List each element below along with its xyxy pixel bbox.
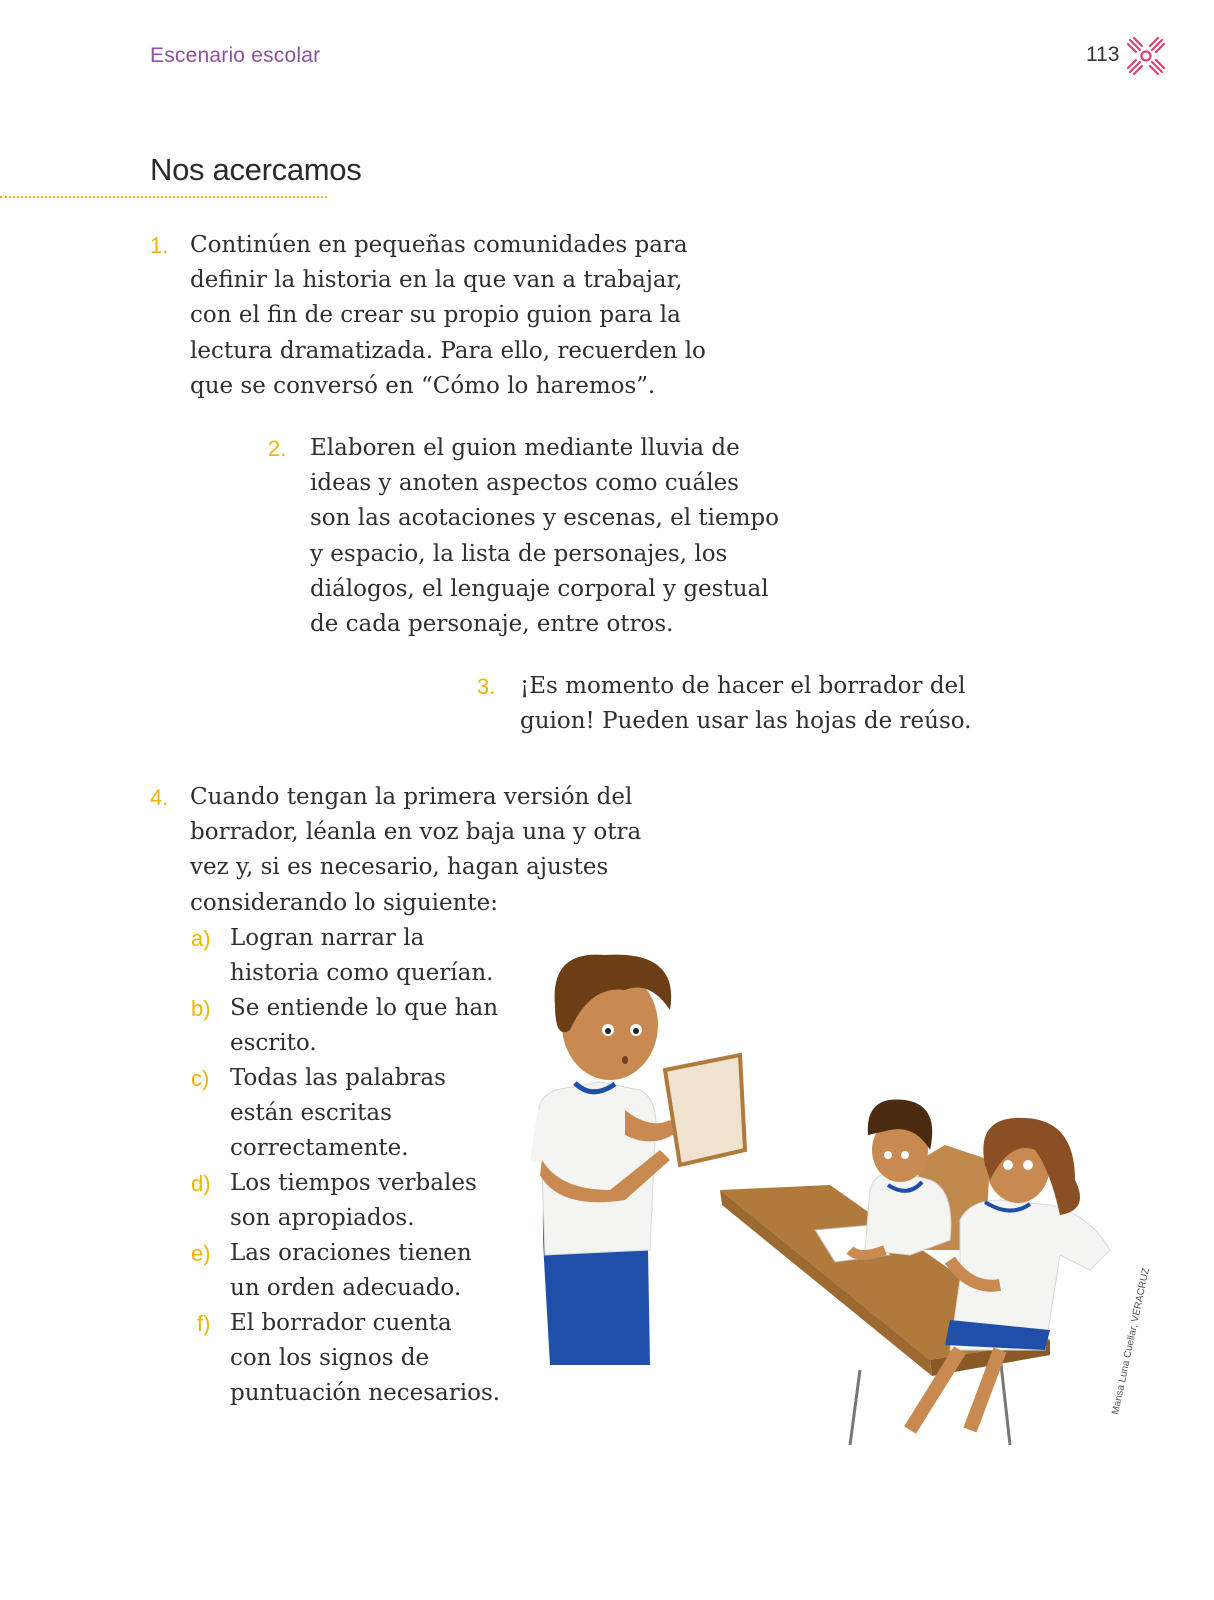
text-line: diálogos, el lenguaje corporal y gestual: [310, 575, 769, 602]
item-text: [190, 780, 641, 921]
subitem-text: [230, 1236, 472, 1306]
text-line: ¡Es momento de hacer el borrador del: [520, 673, 966, 699]
students-illustration: [530, 950, 1153, 1450]
x-star-logo-icon: [1126, 36, 1166, 76]
text-line: con los signos de: [230, 1345, 430, 1372]
text-line: ideas y anoten aspectos como cuáles: [310, 470, 739, 497]
text-line: Continúen en pequeñas comunidades para: [190, 232, 688, 258]
item-number: 1.: [150, 233, 169, 258]
subitem-letter: e): [191, 1241, 211, 1266]
text-line: son apropiados.: [230, 1205, 415, 1232]
text-line: Todas las palabras: [230, 1065, 446, 1091]
text-line: con el fin de crear su propio guion para la: [190, 302, 681, 329]
text-line: vez y, si es necesario, hagan ajustes: [190, 854, 609, 881]
text-line: lectura dramatizada. Para ello, recuerden lo: [190, 337, 706, 364]
text-line: escrito.: [230, 1030, 317, 1057]
illustrator-credit: Marisa Luna Cuellar, VERACRUZ: [1110, 1267, 1153, 1416]
text-line: de cada personaje, entre otros.: [310, 611, 674, 638]
text-line: considerando lo siguiente:: [190, 889, 499, 916]
item-number: 3.: [477, 674, 496, 699]
section-title: Nos acercamos: [150, 152, 362, 187]
text-line: puntuación necesarios.: [230, 1380, 501, 1407]
subitem-letter: c): [191, 1066, 210, 1091]
subitem-text: [230, 991, 498, 1061]
text-line: correctamente.: [230, 1135, 409, 1162]
text-line: guion! Pueden usar las hojas de reúso.: [520, 708, 972, 735]
text-line: Cuando tengan la primera versión del: [190, 784, 633, 810]
text-line: Los tiempos verbales: [230, 1170, 477, 1196]
text-line: y espacio, la lista de personajes, los: [310, 540, 728, 567]
list-item-3: [477, 669, 972, 739]
subitem-text: [230, 921, 493, 991]
subitem-text: [230, 1061, 446, 1167]
text-line: son las acotaciones y escenas, el tiempo: [310, 505, 780, 532]
item-number: 2.: [268, 436, 287, 461]
item-text: [310, 431, 779, 642]
text-line: Las oraciones tienen: [230, 1240, 472, 1266]
text-line: un orden adecuado.: [230, 1275, 462, 1302]
item-text: [190, 228, 706, 404]
subitem-letter: f): [197, 1311, 211, 1336]
page-number: 113: [1086, 43, 1120, 66]
subitem-letter: a): [191, 926, 211, 951]
item-text: [520, 669, 972, 739]
text-line: que se conversó en “Cómo lo haremos”.: [190, 372, 656, 399]
subitem-text: [230, 1306, 500, 1412]
subitem-letter: d): [191, 1171, 211, 1196]
running-header-section: Escenario escolar: [150, 44, 321, 67]
list-item-2: [268, 431, 779, 642]
list-item-1: [150, 228, 706, 404]
text-line: Logran narrar la: [230, 925, 425, 951]
text-line: definir la historia en la que van a trabajar,: [190, 267, 683, 294]
standing-student-figure: [530, 955, 745, 1365]
subitem-text: [230, 1166, 477, 1236]
subitem-letter: b): [191, 996, 211, 1021]
item-number: 4.: [150, 785, 169, 810]
list-item-4: [150, 780, 641, 921]
text-line: historia como querían.: [230, 960, 494, 987]
text-line: Elaboren el guion mediante lluvia de: [310, 435, 740, 461]
title-underline-divider: [0, 196, 327, 198]
text-line: El borrador cuenta: [230, 1310, 452, 1336]
text-line: borrador, léanla en voz baja una y otra: [190, 819, 642, 846]
text-line: están escritas: [230, 1100, 392, 1127]
text-line: Se entiende lo que han: [230, 995, 499, 1021]
